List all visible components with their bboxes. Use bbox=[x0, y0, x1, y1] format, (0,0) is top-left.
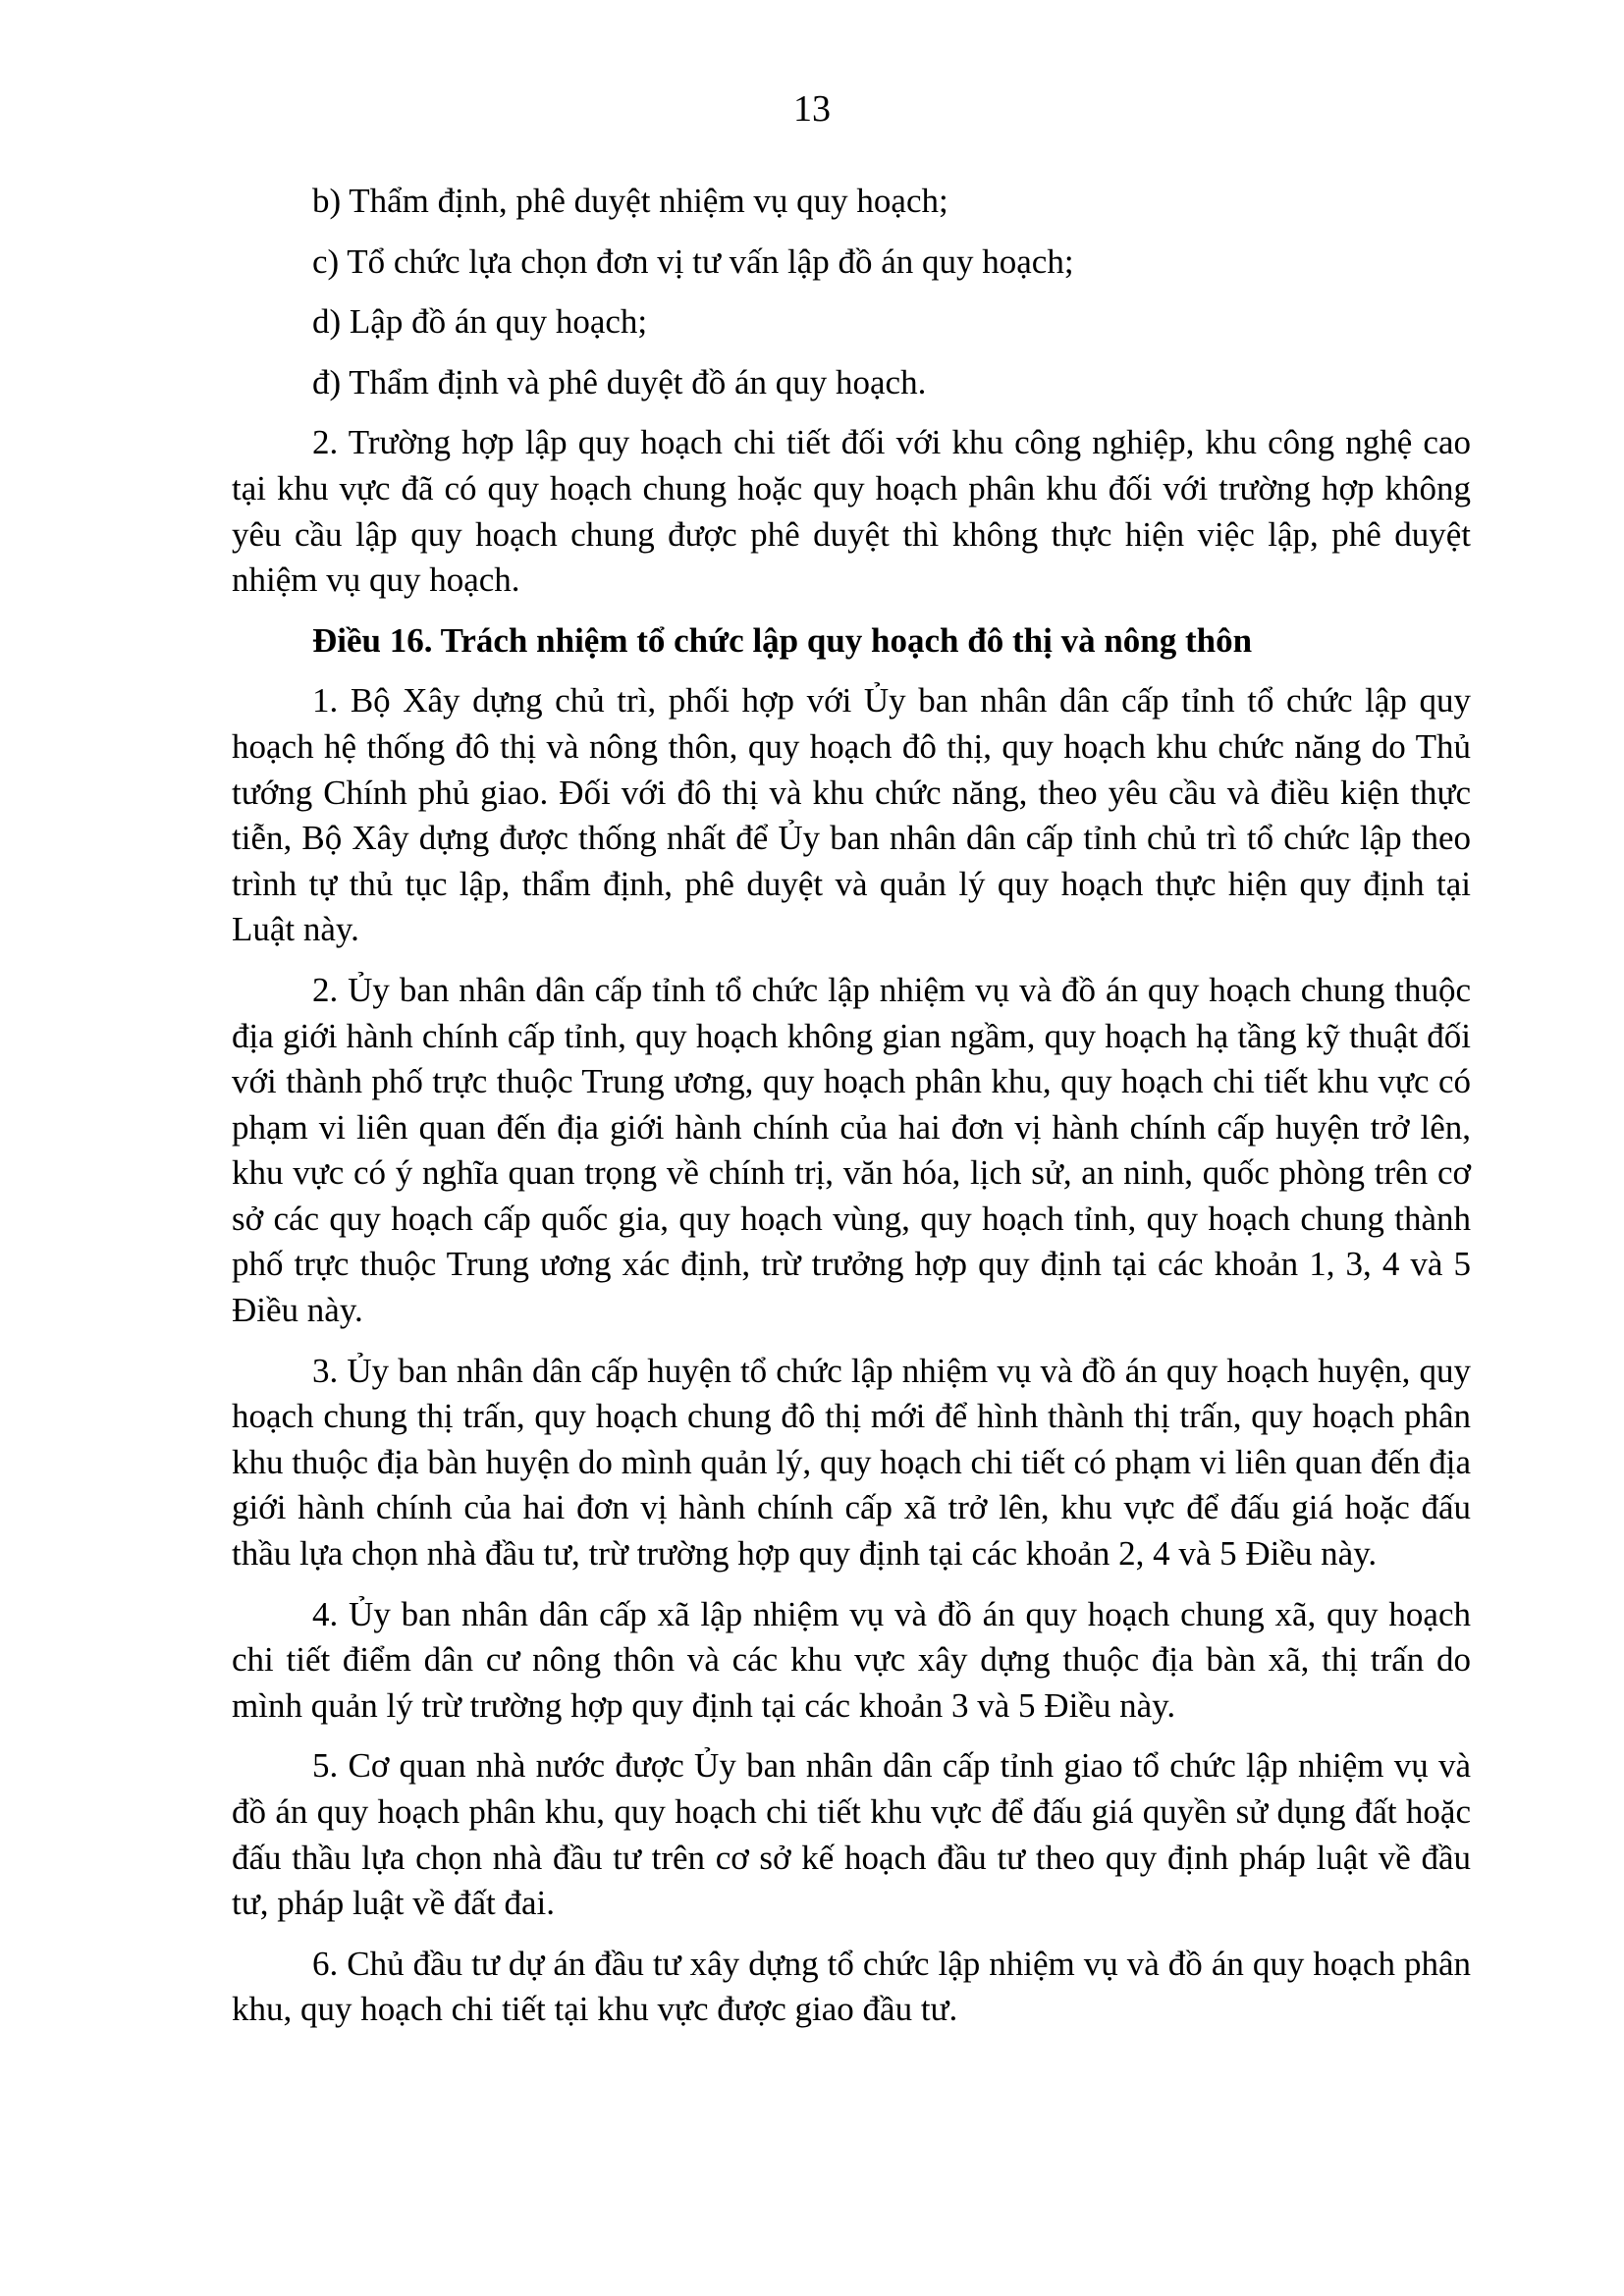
list-item-b: b) Thẩm định, phê duyệt nhiệm vụ quy hoạch; bbox=[312, 182, 948, 220]
article-16-clause-6: 6. Chủ đầu tư dự án đầu tư xây dựng tổ chức lập nhiệm vụ và đồ án quy hoạch phân khu, quy hoạch chi tiết tại khu vực được giao đầu tư. bbox=[232, 1944, 1471, 2029]
list-item-dd: đ) Thẩm định và phê duyệt đồ án quy hoạch. bbox=[312, 362, 927, 401]
clause-2-paragraph: 2. Trường hợp lập quy hoạch chi tiết đối với khu công nghiệp, khu công nghệ cao tại khu vực đã có quy hoạch chung hoặc quy hoạch phân khu đối với trường hợp không yêu cầu lập quy hoạch chung được phê duyệt thì không thực hiện việc lập, phê duyệt nhiệm vụ quy hoạch. bbox=[232, 423, 1471, 600]
list-item-d: d) Lập đồ án quy hoạch; bbox=[312, 302, 648, 342]
article-16-clause-2: 2. Ủy ban nhân dân cấp tỉnh tổ chức lập nhiệm vụ và đồ án quy hoạch chung thuộc địa giới hành chính cấp tỉnh, quy hoạch không gian ngầm, quy hoạch hạ tầng kỹ thuật đối với thành phố trực thuộc Trung ương, quy hoạch phân khu, quy hoạch chi tiết khu vực có phạm vi liên quan đến địa giới hành chính của hai đơn vị hành chính cấp huyện trở lên, khu vực có ý nghĩa quan trọng về chính trị, văn hóa, lịch sử, an ninh, quốc phòng trên cơ sở các quy hoạch cấp quốc gia, quy hoạch vùng, quy hoạch tỉnh, quy hoạch chung thành phố trực thuộc Trung ương xác định, trừ trưởng hợp quy định tại các khoản 1, 3, 4 và 5 Điều này. bbox=[232, 970, 1471, 1330]
article-16-heading: Điều 16. Trách nhiệm tổ chức lập quy hoạch đô thị và nông thôn bbox=[312, 620, 1253, 660]
article-16-clause-3: 3. Ủy ban nhân dân cấp huyện tổ chức lập nhiệm vụ và đồ án quy hoạch huyện, quy hoạch chung thị trấn, quy hoạch chung đô thị mới để hình thành thị trấn, quy hoạch phân khu thuộc địa bàn huyện do mình quản lý, quy hoạch chi tiết có phạm vi liên quan đến địa giới hành chính của hai đơn vị hành chính cấp xã trở lên, khu vực để đấu giá hoặc đấu thầu lựa chọn nhà đầu tư, trừ trường hợp quy định tại các khoản 2, 4 và 5 Điều này. bbox=[232, 1351, 1471, 1574]
article-16-clause-5: 5. Cơ quan nhà nước được Ủy ban nhân dân cấp tỉnh giao tổ chức lập nhiệm vụ và đồ án quy hoạch phân khu, quy hoạch chi tiết khu vực để đấu giá quyền sử dụng đất hoặc đấu thầu lựa chọn nhà đầu tư trên cơ sở kế hoạch đầu tư theo quy định pháp luật về đầu tư, pháp luật về đất đai. bbox=[232, 1746, 1471, 1923]
page-number: 13 bbox=[793, 88, 831, 130]
document-body bbox=[232, 179, 1471, 2048]
article-16-clause-1: 1. Bộ Xây dựng chủ trì, phối hợp với Ủy ban nhân dân cấp tỉnh tổ chức lập quy hoạch hệ thống đô thị và nông thôn, quy hoạch đô thị, quy hoạch khu chức năng do Thủ tướng Chính phủ giao. Đối với đô thị và khu chức năng, theo yêu cầu và điều kiện thực tiễn, Bộ Xây dựng được thống nhất để Ủy ban nhân dân cấp tỉnh chủ trì tổ chức lập theo trình tự thủ tục lập, thẩm định, phê duyệt và quản lý quy hoạch thực hiện quy định tại Luật này. bbox=[232, 681, 1471, 949]
article-16-clause-4: 4. Ủy ban nhân dân cấp xã lập nhiệm vụ và đồ án quy hoạch chung xã, quy hoạch chi tiết điểm dân cư nông thôn và các khu vực xây dựng thuộc địa bàn xã, thị trấn do mình quản lý trừ trường hợp quy định tại các khoản 3 và 5 Điều này. bbox=[232, 1594, 1471, 1725]
list-item-c: c) Tổ chức lựa chọn đơn vị tư vấn lập đồ án quy hoạch; bbox=[312, 241, 1074, 281]
